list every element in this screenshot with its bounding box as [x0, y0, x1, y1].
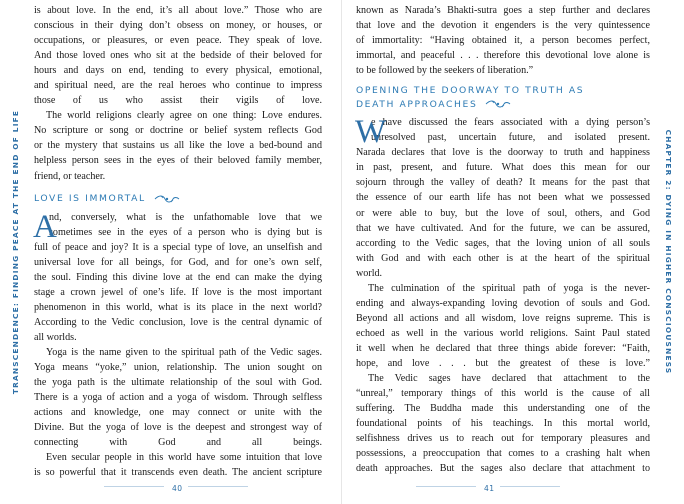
- page-number-right: 41: [484, 484, 495, 493]
- text-line: unresolved past, uncertain future, and isolated present.: [371, 132, 650, 144]
- text-line: stage a crown jewel of one’s life. If love is the most important: [34, 286, 322, 298]
- text-line: according to the Vedic sages, that the loving union of all souls: [356, 237, 650, 249]
- text-line: phenomenon in this world, what is its place in the next world?: [34, 301, 322, 313]
- text-line: or were able to buy, but the love of soul, others, and God: [356, 207, 650, 219]
- text-line: The culmination of the spiritual path of yoga is the never-: [368, 282, 650, 294]
- text-line: nd, conversely, what is the unfathomable love that we: [49, 211, 322, 223]
- right-running-head: CHAPTER 2: DYING IN HIGHER CONSCIOUSNESS: [664, 129, 673, 375]
- heading-opening-the-doorway: [356, 84, 650, 111]
- text-line: and spiritual need, are the real heroes who continue to impress: [34, 80, 322, 92]
- text-line: immortal, and peaceful . . . therefore this devotional love alone is: [356, 50, 650, 62]
- left-paragraph-5: [34, 450, 322, 480]
- folio-rule: [188, 486, 248, 487]
- text-line: that love and the devotion it engenders is the very quintessence: [356, 20, 650, 32]
- text-line: of immortality: “Having obtained it, a person becomes perfect,: [356, 35, 650, 47]
- text-line: e have discussed the fears associated with a dying person’s: [371, 117, 650, 129]
- right-paragraph-1: [356, 3, 650, 78]
- text-line: those of us who assist their vigils of love.: [34, 95, 322, 107]
- text-line: friend, or teacher.: [34, 170, 106, 182]
- text-line: that we have cultivated. And for the future, we can be assured,: [356, 222, 650, 234]
- text-line: helpless person sees in the eyes of their beloved family member,: [34, 155, 322, 167]
- right-page: [342, 0, 684, 504]
- folio-rule: [416, 486, 476, 487]
- text-line: connecting with God and all beings.: [34, 437, 322, 449]
- right-paragraph-4: [356, 371, 650, 476]
- left-paragraph-3: [34, 210, 322, 345]
- left-paragraph-2: [34, 108, 322, 183]
- text-line: death approaches. But the sages also declare that attachment to: [356, 463, 650, 475]
- text-line: possessions, a preoccupation that comes to a crashing halt when: [356, 448, 650, 460]
- text-line: in past, present, and future. What does this mean for our: [356, 162, 650, 174]
- flourish-ornament-icon: [485, 99, 511, 109]
- text-line: hours and days on end, tending to every physical, emotional,: [34, 65, 322, 77]
- text-line: it well when he declared that three things abide forever: “Faith,: [356, 342, 650, 354]
- text-line: The Vedic sages have declared that attachment to the: [368, 373, 650, 385]
- text-line: echoed as well in the various world religions. Saint Paul stated: [356, 327, 650, 339]
- text-line: world.: [356, 267, 383, 279]
- text-line: selfishness drives us to reach out for temporary pleasures and: [356, 433, 650, 445]
- text-line: universal love for all beings, for God, and for one’s own self,: [34, 256, 322, 268]
- text-line: suffering. The Buddha made this understanding one of the: [356, 403, 650, 415]
- text-line: No scripture or song or doctrine or belief system reflects God: [34, 125, 322, 137]
- heading-line-2-text: DEATH APPROACHES: [356, 98, 478, 110]
- text-line: all worlds.: [34, 331, 77, 343]
- folio-rule: [500, 486, 560, 487]
- text-line: Beyond all actions and all wisdom, love reigns supreme. This is: [356, 312, 650, 324]
- heading-line-1: OPENING THE DOORWAY TO TRUTH AS: [356, 85, 585, 97]
- folio-rule: [104, 486, 164, 487]
- text-line: foundational points of his teachings. In this mortal world,: [356, 418, 650, 430]
- text-line: full of peace and joy? It is a special type of love, an unselfish and: [34, 241, 322, 253]
- text-line: Divine. But the yoga of love is the deepest and strongest way of: [34, 422, 322, 434]
- heading-line-2: [356, 98, 650, 112]
- left-running-head: TRANSCENDENCE: FINDING PEACE AT THE END OF LIFE: [11, 109, 20, 395]
- left-text-block: [34, 0, 322, 480]
- text-line: Narada declares that love is the doorway to truth and happiness: [356, 147, 650, 159]
- right-paragraph-3: [356, 281, 650, 371]
- flourish-ornament-icon: [154, 194, 180, 204]
- text-line: known as Narada’s Bhakti-sutra goes a step further and declares: [356, 5, 650, 16]
- text-line: is so powerful that it transcends even death. The ancient scripture: [34, 467, 322, 479]
- text-line: occupations, or pleasures, or even peace. They speak of love.: [34, 35, 322, 47]
- text-line: Even secular people in this world have some intuition that love: [46, 452, 322, 464]
- text-line: or the mystery that sustains us all like the love a bed-bound and: [34, 140, 322, 152]
- text-line: the yoga path is the ultimate relationship of the soul with God.: [34, 377, 322, 389]
- text-line: Yoga means “yoke,” union, relationship. The union sought on: [34, 362, 322, 374]
- text-line: the soul. Finding this divine love at the end can make the dying: [34, 271, 322, 283]
- left-paragraph-1: [34, 3, 322, 108]
- text-line: “unreal,” temporary things of this world is the cause of all: [356, 388, 650, 400]
- text-line: Yoga is the name given to the spiritual path of the Vedic sages.: [46, 346, 322, 358]
- text-line: to be followed by the seekers of liberation.”: [356, 65, 534, 77]
- drop-cap: A: [33, 208, 57, 245]
- right-text-block: [356, 0, 650, 476]
- text-line: sometimes see in the eyes of a person who is dying but is: [49, 226, 322, 238]
- text-line: ending and always-expanding loving devotion of souls and God.: [356, 297, 650, 309]
- text-line: The world religions clearly agree on one thing: Love endures.: [46, 110, 322, 122]
- left-paragraph-4: [34, 345, 322, 450]
- text-line: with God and with each other is at the heart of the spiritual: [356, 252, 650, 264]
- right-paragraph-2: [356, 115, 650, 281]
- text-line: sojourn through the valley of death? It means for the past that: [356, 177, 650, 189]
- text-line: actions and knowledge, one may connect or unite with the: [34, 407, 322, 419]
- text-line: And those loved ones who sit at the bedside of their beloved for: [34, 50, 322, 62]
- page-number-left: 40: [172, 484, 183, 493]
- text-line: There is a yoga of action and a yoga of wisdom. Through selfless: [34, 392, 322, 404]
- heading-text: LOVE IS IMMORTAL: [34, 192, 146, 204]
- heading-love-is-immortal: [34, 188, 322, 210]
- text-line: the essence of our earth life has not been what we possessed: [356, 192, 650, 204]
- text-line: conscious in their dying don’t obsess on money, or houses, or: [34, 20, 322, 32]
- drop-cap: W: [355, 114, 387, 151]
- text-line: is about love. In the end, it’s all about love.” Those who are: [34, 5, 322, 16]
- text-line: hope, and love . . . but the greatest of these is love.”: [356, 357, 650, 369]
- text-line: According to the Vedic conclusion, love is the central dynamic of: [34, 316, 322, 328]
